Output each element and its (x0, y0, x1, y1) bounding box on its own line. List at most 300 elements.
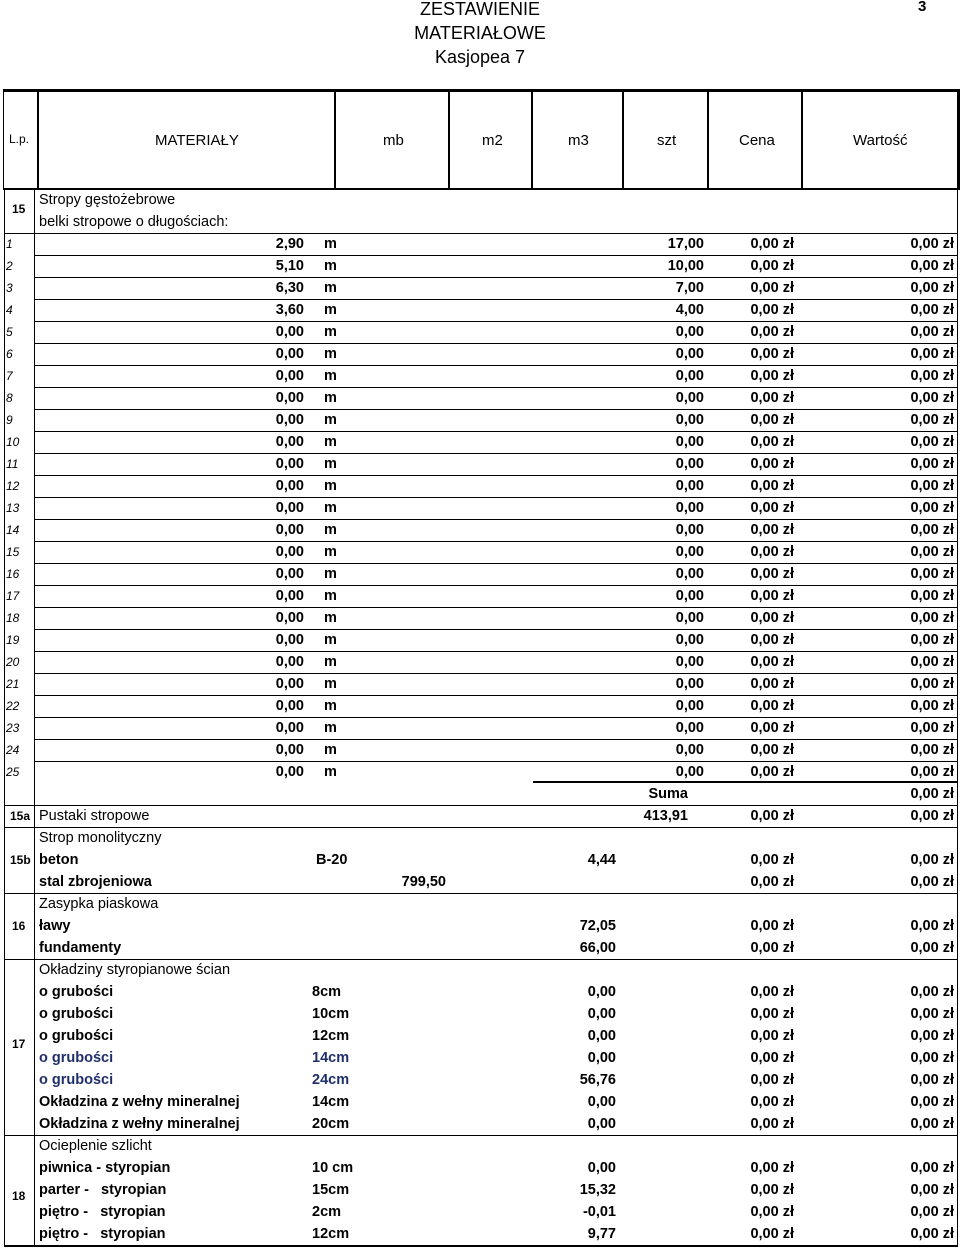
beam-price: 0,00 zł (750, 280, 794, 296)
beam-unit: m (324, 412, 337, 428)
row-number: 20 (6, 655, 20, 669)
beam-length: 5,10 (275, 258, 304, 274)
screed-m2: 15,32 (579, 1182, 616, 1198)
beam-szt: 0,00 (675, 346, 704, 362)
insulation-price: 0,00 zł (750, 1050, 794, 1066)
screed-value: 0,00 zł (910, 1182, 954, 1198)
beam-szt: 0,00 (675, 764, 704, 780)
beam-price: 0,00 zł (750, 566, 794, 582)
beam-value: 0,00 zł (910, 742, 954, 758)
row-number: 24 (6, 743, 20, 757)
section15-subtitle-row (4, 211, 958, 233)
beam-length: 0,00 (275, 742, 304, 758)
beam-price: 0,00 zł (750, 258, 794, 274)
beam-length: 0,00 (275, 456, 304, 472)
section15-row (4, 607, 958, 629)
beam-length: 0,00 (275, 390, 304, 406)
row-number: 8 (6, 391, 13, 405)
beam-value: 0,00 zł (910, 456, 954, 472)
beam-value: 0,00 zł (910, 654, 954, 670)
beam-price: 0,00 zł (750, 588, 794, 604)
row-number: 3 (6, 281, 13, 295)
beam-unit: m (324, 324, 337, 340)
beam-unit: m (324, 676, 337, 692)
section16-label: ławy (39, 918, 71, 934)
insulation-m2: 0,00 (587, 1028, 616, 1044)
beam-length: 0,00 (275, 566, 304, 582)
beam-szt: 0,00 (675, 544, 704, 560)
screed-price: 0,00 zł (750, 1182, 794, 1198)
screed-value: 0,00 zł (910, 1226, 954, 1242)
beam-price: 0,00 zł (750, 544, 794, 560)
screed-price: 0,00 zł (750, 1226, 794, 1242)
screed-m2: 9,77 (587, 1226, 616, 1242)
beam-unit: m (324, 588, 337, 604)
beam-price: 0,00 zł (750, 500, 794, 516)
section15-subtitle: belki stropowe o długościach: (39, 214, 229, 230)
beam-price: 0,00 zł (750, 676, 794, 692)
header-cell-materials (37, 90, 334, 189)
beam-value: 0,00 zł (910, 522, 954, 538)
section16-row-1 (4, 915, 958, 937)
section17-row (4, 1091, 958, 1113)
insulation-thickness: 10cm (312, 1006, 350, 1022)
page-number: 3 (918, 0, 927, 15)
sum-value: 0,00 zł (910, 786, 954, 802)
section16-value: 0,00 zł (910, 940, 954, 956)
section18-row (4, 1157, 958, 1179)
beam-price: 0,00 zł (750, 456, 794, 472)
insulation-value: 0,00 zł (910, 1050, 954, 1066)
section17-row (4, 1113, 958, 1135)
beam-length: 0,00 (275, 522, 304, 538)
insulation-value: 0,00 zł (910, 1116, 954, 1132)
beam-unit: m (324, 610, 337, 626)
screed-label: piwnica - styropian (39, 1160, 171, 1176)
stal-label: stal zbrojeniowa (39, 874, 152, 890)
section17-number: 17 (12, 1037, 26, 1051)
beam-szt: 0,00 (675, 412, 704, 428)
beam-value: 0,00 zł (910, 632, 954, 648)
beam-szt: 0,00 (675, 742, 704, 758)
stal-value: 0,00 zł (910, 874, 954, 890)
beam-unit: m (324, 258, 337, 274)
beam-price: 0,00 zł (750, 346, 794, 362)
section15-row (4, 233, 958, 255)
document-title-line1: ZESTAWIENIE (419, 0, 540, 19)
insulation-thickness: 24cm (312, 1072, 350, 1088)
beam-unit: m (324, 456, 337, 472)
section17-row (4, 1047, 958, 1069)
beam-unit: m (324, 522, 337, 538)
section15-row (4, 541, 958, 563)
screed-thickness: 10 cm (312, 1160, 354, 1176)
beam-value: 0,00 zł (910, 588, 954, 604)
beam-value: 0,00 zł (910, 280, 954, 296)
beam-length: 0,00 (275, 654, 304, 670)
section17-row (4, 981, 958, 1003)
insulation-thickness: 12cm (312, 1028, 350, 1044)
screed-value: 0,00 zł (910, 1204, 954, 1220)
beam-szt: 0,00 (675, 522, 704, 538)
section15-row (4, 387, 958, 409)
header-mb: mb (383, 132, 404, 149)
beam-szt: 0,00 (675, 478, 704, 494)
section18-title-row (4, 1135, 958, 1157)
insulation-m2: 0,00 (587, 1006, 616, 1022)
row-number: 5 (6, 325, 13, 339)
row-number: 6 (6, 347, 13, 361)
row-number: 17 (6, 589, 20, 603)
insulation-thickness: 14cm (312, 1050, 350, 1066)
header-price: Cena (739, 132, 775, 149)
section15-row (4, 277, 958, 299)
section15-row (4, 761, 958, 783)
beam-price: 0,00 zł (750, 522, 794, 538)
section16-value: 0,00 zł (910, 918, 954, 934)
section15b-number: 15b (10, 853, 31, 867)
beton-value: 0,00 zł (910, 852, 954, 868)
header-cell-m3 (531, 90, 622, 189)
beam-szt: 0,00 (675, 456, 704, 472)
beam-value: 0,00 zł (910, 720, 954, 736)
insulation-label: o grubości (39, 1006, 114, 1022)
beam-length: 0,00 (275, 764, 304, 780)
beam-value: 0,00 zł (910, 302, 954, 318)
section17-title-row (4, 959, 958, 981)
section16-m3: 66,00 (579, 940, 616, 956)
screed-label: parter - styropian (39, 1182, 167, 1198)
beam-value: 0,00 zł (910, 478, 954, 494)
insulation-thickness: 20cm (312, 1116, 350, 1132)
beam-szt: 0,00 (675, 610, 704, 626)
beam-value: 0,00 zł (910, 610, 954, 626)
section15-row (4, 563, 958, 585)
header-cell-mb (334, 90, 448, 189)
beam-unit: m (324, 566, 337, 582)
row-number: 4 (6, 303, 13, 317)
screed-thickness: 2cm (312, 1204, 342, 1220)
beam-price: 0,00 zł (750, 610, 794, 626)
beam-szt: 0,00 (675, 632, 704, 648)
section18-row (4, 1223, 958, 1245)
section16-price: 0,00 zł (750, 940, 794, 956)
section15-title-row (4, 189, 958, 216)
beam-unit: m (324, 698, 337, 714)
header-szt: szt (657, 132, 677, 149)
insulation-label: o grubości (39, 984, 114, 1000)
header-cell-value (801, 90, 959, 189)
beam-szt: 7,00 (675, 280, 704, 296)
beam-szt: 0,00 (675, 720, 704, 736)
row-number: 9 (6, 413, 13, 427)
beam-price: 0,00 zł (750, 720, 794, 736)
insulation-value: 0,00 zł (910, 984, 954, 1000)
header-cell-price (707, 90, 801, 189)
beam-szt: 0,00 (675, 500, 704, 516)
section18-title: Ocieplenie szlicht (39, 1138, 152, 1154)
section15b-title-row (4, 827, 958, 849)
beam-szt: 4,00 (675, 302, 704, 318)
section16-title-row (4, 893, 958, 915)
insulation-price: 0,00 zł (750, 1116, 794, 1132)
row-number: 22 (6, 699, 20, 713)
row-number: 2 (6, 259, 13, 273)
beam-unit: m (324, 280, 337, 296)
insulation-label: o grubości (39, 1072, 114, 1088)
row-number: 11 (6, 457, 19, 471)
section16-label: fundamenty (39, 940, 122, 956)
row-number: 23 (6, 721, 20, 735)
table-header (3, 89, 960, 190)
beam-szt: 10,00 (667, 258, 704, 274)
insulation-label: o grubości (39, 1050, 114, 1066)
row-number: 1 (6, 237, 13, 251)
beam-price: 0,00 zł (750, 302, 794, 318)
section15-row (4, 651, 958, 673)
row-number: 25 (6, 765, 20, 779)
sum-row (4, 783, 958, 805)
screed-label: piętro - styropian (39, 1226, 166, 1242)
beam-price: 0,00 zł (750, 478, 794, 494)
beam-length: 0,00 (275, 610, 304, 626)
insulation-price: 0,00 zł (750, 1072, 794, 1088)
section15b-stal-row (4, 871, 958, 893)
section15-row (4, 673, 958, 695)
beam-length: 0,00 (275, 720, 304, 736)
beam-unit: m (324, 346, 337, 362)
beam-unit: m (324, 478, 337, 494)
section16-number: 16 (12, 919, 26, 933)
section15-row (4, 739, 958, 761)
section15-row (4, 453, 958, 475)
beam-value: 0,00 zł (910, 676, 954, 692)
document-subtitle: Kasjopea 7 (434, 47, 526, 67)
section15a-label: Pustaki stropowe (39, 808, 150, 824)
beam-length: 3,60 (275, 302, 304, 318)
section15-row (4, 365, 958, 387)
beam-value: 0,00 zł (910, 434, 954, 450)
insulation-value: 0,00 zł (910, 1094, 954, 1110)
screed-thickness: 15cm (312, 1182, 350, 1198)
beam-unit: m (324, 368, 337, 384)
row-number: 12 (6, 479, 20, 493)
header-cell-lp (4, 90, 37, 189)
beam-length: 0,00 (275, 698, 304, 714)
beam-szt: 0,00 (675, 368, 704, 384)
insulation-label: o grubości (39, 1028, 114, 1044)
beam-value: 0,00 zł (910, 258, 954, 274)
insulation-m2: 56,76 (579, 1072, 616, 1088)
beam-szt: 0,00 (675, 698, 704, 714)
beam-length: 0,00 (275, 478, 304, 494)
beam-szt: 17,00 (667, 236, 704, 252)
beam-unit: m (324, 302, 337, 318)
stal-price: 0,00 zł (750, 874, 794, 890)
header-value: Wartość (853, 132, 908, 149)
section15-row (4, 717, 958, 739)
beam-szt: 0,00 (675, 654, 704, 670)
beam-length: 0,00 (275, 324, 304, 340)
insulation-m2: 0,00 (587, 984, 616, 1000)
screed-value: 0,00 zł (910, 1160, 954, 1176)
insulation-m2: 0,00 (587, 1116, 616, 1132)
insulation-price: 0,00 zł (750, 1006, 794, 1022)
section16-row-2 (4, 937, 958, 959)
section15a-szt: 413,91 (643, 808, 688, 824)
beam-price: 0,00 zł (750, 632, 794, 648)
row-number: 13 (6, 501, 20, 515)
beam-szt: 0,00 (675, 588, 704, 604)
document-title-line2: MATERIAŁOWE (414, 23, 546, 43)
beam-value: 0,00 zł (910, 698, 954, 714)
section17-row (4, 1003, 958, 1025)
section18-number: 18 (12, 1189, 26, 1203)
beam-length: 0,00 (275, 544, 304, 560)
insulation-m2: 0,00 (587, 1094, 616, 1110)
section18-row (4, 1179, 958, 1201)
beam-length: 0,00 (275, 412, 304, 428)
beam-price: 0,00 zł (750, 390, 794, 406)
section15b-beton-row (4, 849, 958, 871)
section15-title: Stropy gęstożebrowe (39, 192, 176, 208)
row-number: 7 (6, 369, 13, 383)
insulation-thickness: 14cm (312, 1094, 350, 1110)
header-cell-szt (622, 90, 707, 189)
beam-price: 0,00 zł (750, 236, 794, 252)
beam-length: 0,00 (275, 500, 304, 516)
beton-price: 0,00 zł (750, 852, 794, 868)
beam-value: 0,00 zł (910, 346, 954, 362)
screed-m2: 0,00 (587, 1160, 616, 1176)
beam-price: 0,00 zł (750, 434, 794, 450)
section15b-title: Strop monolityczny (39, 830, 162, 846)
row-number: 19 (6, 633, 20, 647)
section15-row (4, 497, 958, 519)
beam-value: 0,00 zł (910, 412, 954, 428)
beam-value: 0,00 zł (910, 544, 954, 560)
section15a-value: 0,00 zł (910, 808, 954, 824)
insulation-thickness: 8cm (312, 984, 342, 1000)
section15a-price: 0,00 zł (750, 808, 794, 824)
section15-row (4, 321, 958, 343)
beam-unit: m (324, 500, 337, 516)
beam-unit: m (324, 544, 337, 560)
insulation-price: 0,00 zł (750, 1028, 794, 1044)
header-lp: L.p. (9, 132, 30, 146)
rule (4, 1245, 958, 1247)
beam-value: 0,00 zł (910, 500, 954, 516)
row-number: 16 (6, 567, 20, 581)
beam-value: 0,00 zł (910, 368, 954, 384)
insulation-value: 0,00 zł (910, 1028, 954, 1044)
row-number: 15 (6, 545, 20, 559)
section17-row (4, 1025, 958, 1047)
insulation-m2: 0,00 (587, 1050, 616, 1066)
beam-length: 0,00 (275, 588, 304, 604)
section15-row (4, 519, 958, 541)
beton-label: beton (39, 852, 79, 868)
screed-price: 0,00 zł (750, 1160, 794, 1176)
section15-row (4, 585, 958, 607)
row-number: 14 (6, 523, 20, 537)
beam-value: 0,00 zł (910, 236, 954, 252)
row-number: 18 (6, 611, 20, 625)
insulation-price: 0,00 zł (750, 984, 794, 1000)
sum-label: Suma (648, 786, 688, 802)
beam-length: 0,00 (275, 434, 304, 450)
beam-price: 0,00 zł (750, 324, 794, 340)
insulation-label: Okładzina z wełny mineralnej (39, 1116, 240, 1132)
section16-m3: 72,05 (579, 918, 616, 934)
beam-szt: 0,00 (675, 434, 704, 450)
section15-row (4, 409, 958, 431)
beam-price: 0,00 zł (750, 698, 794, 714)
beam-price: 0,00 zł (750, 412, 794, 428)
section16-title: Zasypka piaskowa (39, 896, 159, 912)
section15-row (4, 343, 958, 365)
beam-unit: m (324, 742, 337, 758)
beton-m3: 4,44 (587, 852, 616, 868)
insulation-value: 0,00 zł (910, 1006, 954, 1022)
beam-length: 6,30 (275, 280, 304, 296)
beam-unit: m (324, 654, 337, 670)
beam-price: 0,00 zł (750, 764, 794, 780)
row-number: 21 (6, 677, 20, 691)
screed-thickness: 12cm (312, 1226, 350, 1242)
section15a-number: 15a (10, 809, 31, 823)
row-number: 10 (6, 435, 20, 449)
beam-price: 0,00 zł (750, 742, 794, 758)
screed-label: piętro - styropian (39, 1204, 166, 1220)
beam-szt: 0,00 (675, 566, 704, 582)
beam-szt: 0,00 (675, 324, 704, 340)
beam-unit: m (324, 434, 337, 450)
insulation-price: 0,00 zł (750, 1094, 794, 1110)
beton-grade: B-20 (316, 852, 348, 868)
section15-row (4, 629, 958, 651)
beam-value: 0,00 zł (910, 764, 954, 780)
beam-length: 0,00 (275, 346, 304, 362)
section17-title: Okładziny styropianowe ścian (39, 962, 231, 978)
beam-szt: 0,00 (675, 676, 704, 692)
beam-value: 0,00 zł (910, 390, 954, 406)
beam-szt: 0,00 (675, 390, 704, 406)
beam-price: 0,00 zł (750, 654, 794, 670)
beam-unit: m (324, 390, 337, 406)
beam-value: 0,00 zł (910, 324, 954, 340)
section16-price: 0,00 zł (750, 918, 794, 934)
beam-unit: m (324, 720, 337, 736)
section15-row (4, 299, 958, 321)
beam-length: 0,00 (275, 368, 304, 384)
header-materials: MATERIAŁY (155, 132, 239, 149)
header-cell-m2 (448, 90, 531, 189)
section15-row (4, 695, 958, 717)
beam-price: 0,00 zł (750, 368, 794, 384)
section15-row (4, 431, 958, 453)
beam-length: 2,90 (275, 236, 304, 252)
insulation-label: Okładzina z wełny mineralnej (39, 1094, 240, 1110)
screed-price: 0,00 zł (750, 1204, 794, 1220)
section15-row (4, 255, 958, 277)
beam-value: 0,00 zł (910, 566, 954, 582)
beam-unit: m (324, 632, 337, 648)
section15-row (4, 475, 958, 497)
header-m2: m2 (482, 132, 503, 149)
stal-mb: 799,50 (401, 874, 446, 890)
section15a-row (4, 805, 958, 827)
